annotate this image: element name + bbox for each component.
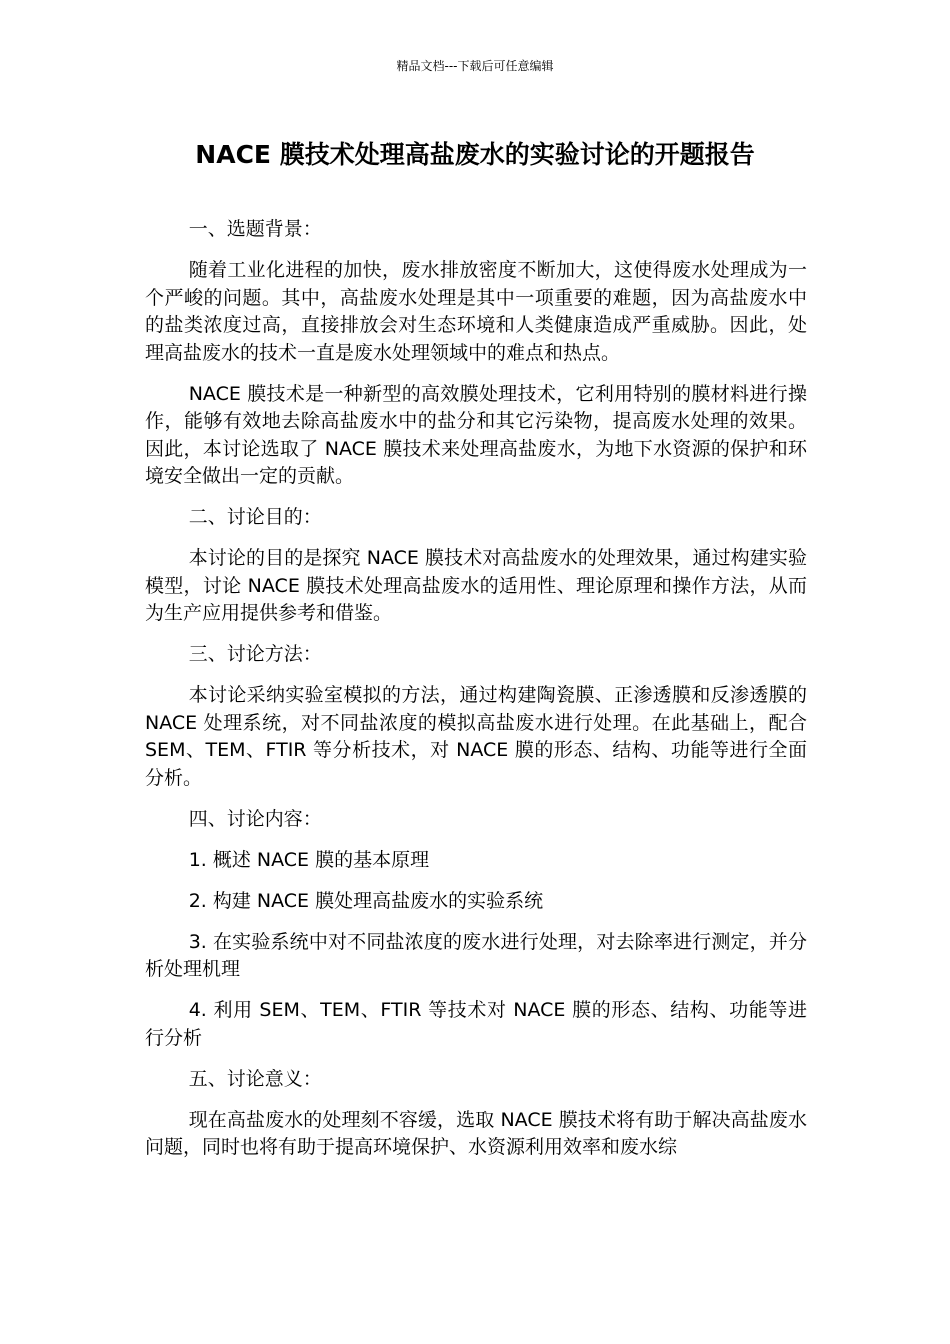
paragraph-method: 本讨论采纳实验室模拟的方法，通过构建陶瓷膜、正渗透膜和反渗透膜的 NACE 处理系统，对不同盐浓度的模拟高盐废水进行处理。在此基础上，配合 SEM、TEM、FTIR 等分析技术，对 NACE 膜的形态、结构、功能等进行全面分析。 — [145, 684, 807, 789]
section-heading-significance: 五、讨论意义： — [188, 1067, 322, 1090]
list-item: 2. 构建 NACE 膜处理高盐废水的实验系统 — [188, 889, 544, 912]
list-item: 3. 在实验系统中对不同盐浓度的废水进行处理，对去除率进行测定，并分析处理机理 — [145, 930, 807, 980]
list-item: 1. 概述 NACE 膜的基本原理 — [188, 848, 430, 871]
paragraph-purpose: 本讨论的目的是探究 NACE 膜技术对高盐废水的处理效果，通过构建实验模型，讨论 NACE 膜技术处理高盐废水的适用性、理论原理和操作方法，从而为生产应用提供参考和借鉴。 — [145, 547, 807, 624]
paragraph-background-1: 随着工业化进程的加快，废水排放密度不断加大，这使得废水处理成为一个严峻的问题。其中，高盐废水处理是其中一项重要的难题，因为高盐废水中的盐类浓度过高，直接排放会对生态环境和人类健康造成严重威胁。因此，处理高盐废水的技术一直是废水处理领域中的难点和热点。 — [145, 259, 807, 364]
paragraph-background-2: NACE 膜技术是一种新型的高效膜处理技术，它利用特别的膜材料进行操作，能够有效地去除高盐废水中的盐分和其它污染物，提高废水处理的效果。因此，本讨论选取了 NACE 膜技术来处理高盐废水，为地下水资源的保护和环境安全做出一定的贡献。 — [145, 382, 807, 487]
section-heading-background: 一、选题背景： — [188, 218, 322, 240]
section-heading-content: 四、讨论内容： — [188, 807, 322, 830]
header-note: 精品文档---下载后可任意编辑 — [396, 59, 554, 73]
list-item: 4. 利用 SEM、TEM、FTIR 等技术对 NACE 膜的形态、结构、功能等进行分析 — [145, 999, 807, 1049]
document-body — [145, 216, 807, 1175]
section-heading-method: 三、讨论方法： — [188, 643, 322, 665]
document-title: NACE 膜技术处理高盐废水的实验讨论的开题报告 — [195, 140, 755, 169]
paragraph-significance: 现在高盐废水的处理刻不容缓，选取 NACE 膜技术将有助于解决高盐废水问题，同时也将有助于提高环境保护、水资源利用效率和废水综 — [145, 1108, 807, 1158]
section-heading-purpose: 二、讨论目的： — [188, 506, 322, 528]
